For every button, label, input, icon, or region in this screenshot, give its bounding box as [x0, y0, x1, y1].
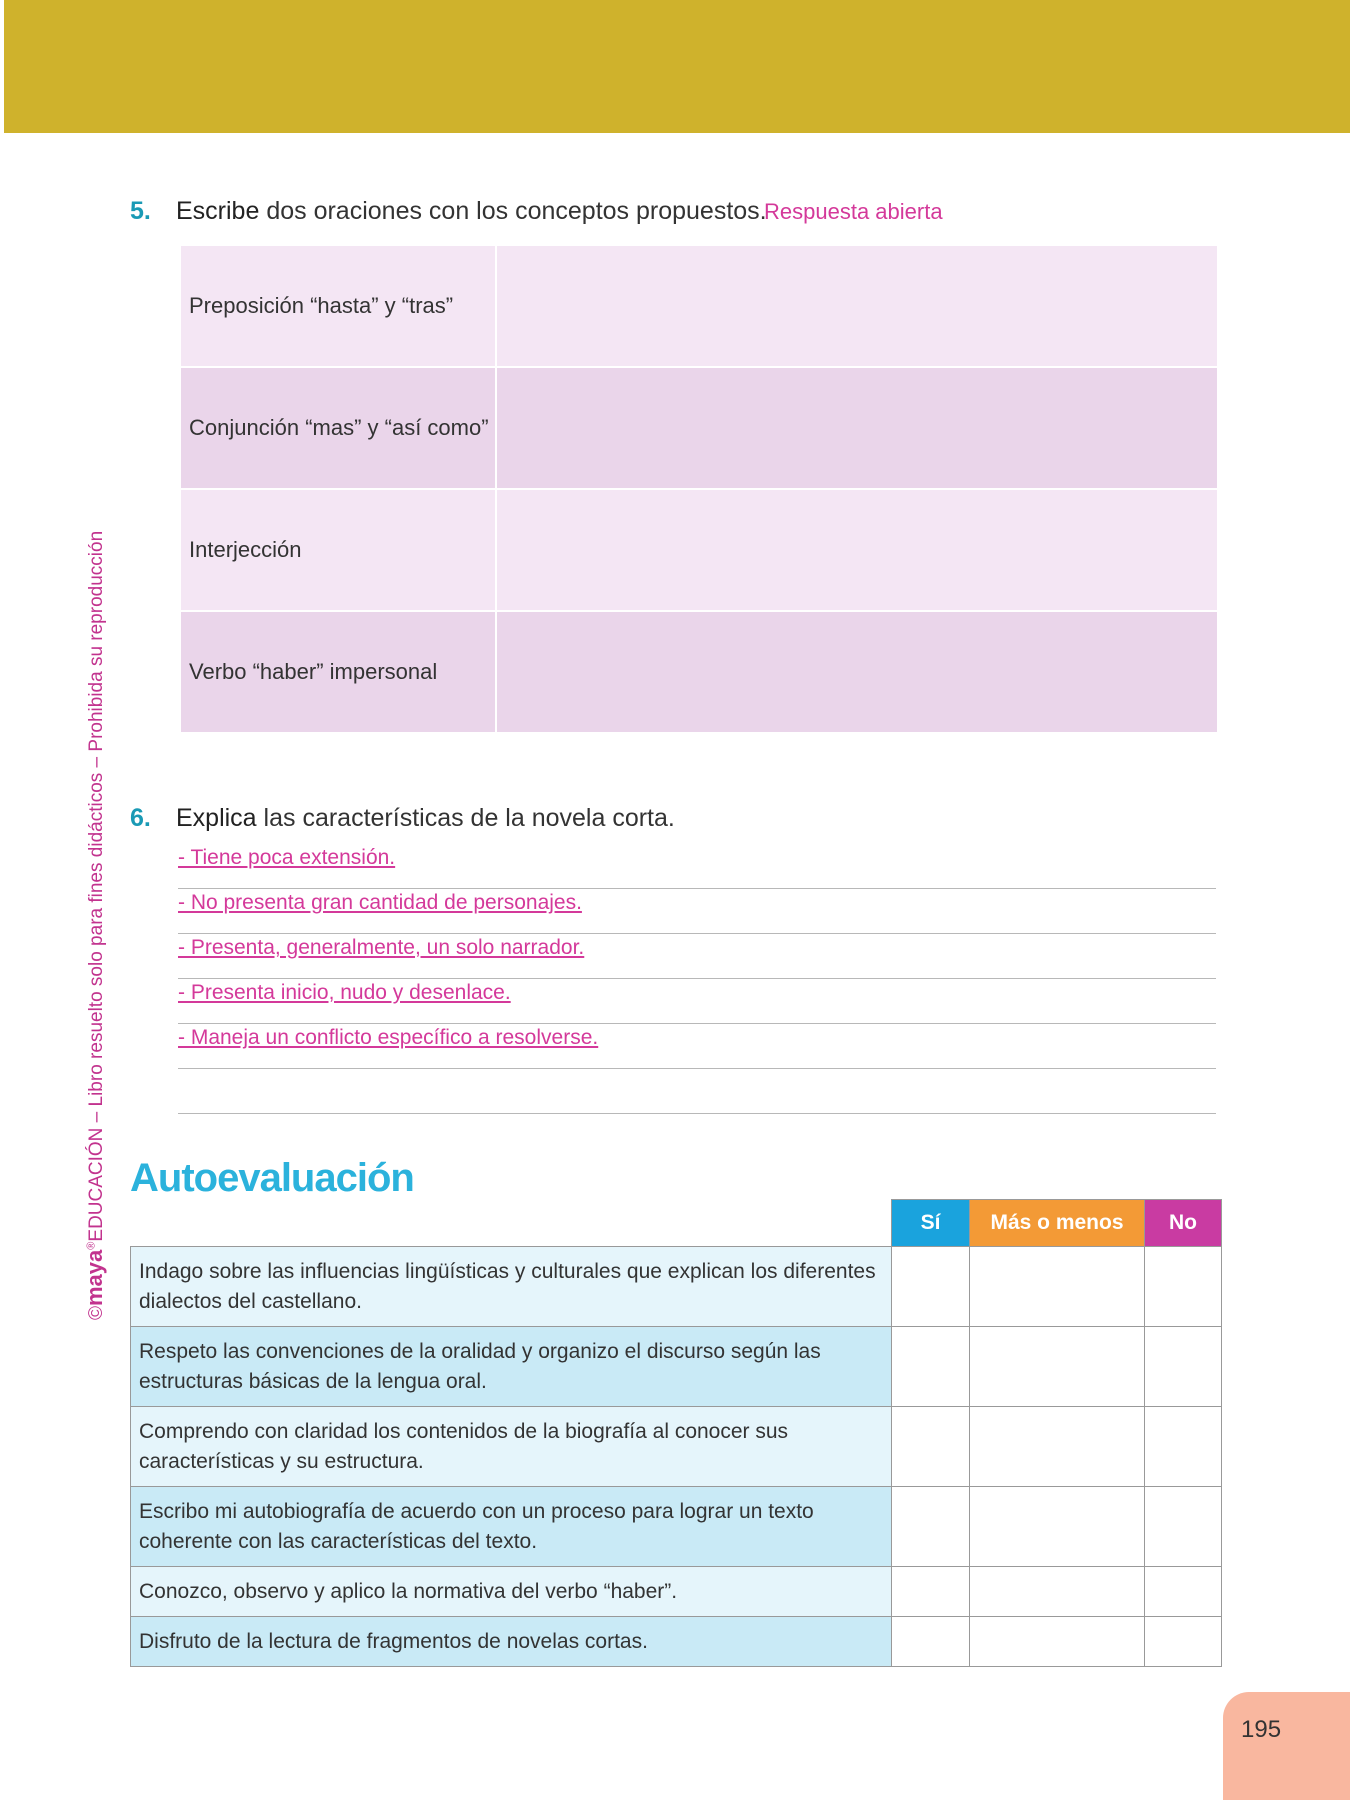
answer-line[interactable]: - Tiene poca extensión.: [178, 846, 1216, 889]
answer-line[interactable]: - Presenta inicio, nudo y desenlace.: [178, 981, 1216, 1024]
self-assessment-title: Autoevaluación: [130, 1156, 414, 1200]
answer-line[interactable]: - Maneja un conflicto específico a resolverse.: [178, 1026, 1216, 1069]
check-si[interactable]: [892, 1617, 970, 1667]
header-band-edge: [0, 0, 4, 133]
check-mas-o-menos[interactable]: [970, 1487, 1145, 1567]
check-si[interactable]: [892, 1407, 970, 1487]
self-assessment-row: [131, 1567, 1222, 1617]
concept-row: [180, 611, 1218, 733]
self-assessment-row: [131, 1617, 1222, 1667]
check-si[interactable]: [892, 1567, 970, 1617]
self-assessment-statement: Indago sobre las influencias lingüísticas y culturales que explican los diferentes dialectos del castellano.: [131, 1247, 892, 1327]
check-si[interactable]: [892, 1327, 970, 1407]
check-mas-o-menos[interactable]: [970, 1247, 1145, 1327]
self-assessment-row: [131, 1407, 1222, 1487]
check-mas-o-menos[interactable]: [970, 1327, 1145, 1407]
question-6-number: 6.: [130, 804, 151, 832]
check-mas-o-menos[interactable]: [970, 1407, 1145, 1487]
question-5-number: 5.: [130, 197, 151, 225]
check-no[interactable]: [1145, 1487, 1222, 1567]
self-assessment-statement: Disfruto de la lectura de fragmentos de novelas cortas.: [131, 1617, 892, 1667]
concept-row: [180, 245, 1218, 367]
question-6-verb: Explica: [176, 804, 257, 832]
sentence-answer-cell[interactable]: [496, 367, 1218, 489]
self-assessment-row: [131, 1327, 1222, 1407]
copyright-side-note: [82, 531, 108, 1320]
answer-lines: [178, 846, 1216, 1116]
question-5-verb: Escribe: [176, 197, 260, 225]
self-assessment-statement: Respeto las convenciones de la oralidad y organizo el discurso según las estructuras básicas de la lengua oral.: [131, 1327, 892, 1407]
header-spacer: [131, 1200, 892, 1247]
copyright-text: EDUCACIÓN – Libro resuelto solo para fines didácticos – Prohibida su reproducción: [86, 530, 107, 1242]
concept-label: Conjunción “mas” y “así como”: [180, 367, 496, 489]
copyright-symbol: ©: [86, 1306, 107, 1320]
answer-line[interactable]: - No presenta gran cantidad de personajes.: [178, 891, 1216, 934]
concept-table: [179, 244, 1219, 734]
self-assessment-statement: Comprendo con claridad los contenidos de la biografía al conocer sus características y su estructura.: [131, 1407, 892, 1487]
check-no[interactable]: [1145, 1327, 1222, 1407]
page-number: 195: [1241, 1716, 1282, 1743]
question-5-instruction: dos oraciones con los conceptos propuestos.: [259, 197, 767, 225]
self-assessment-row: [131, 1247, 1222, 1327]
self-assessment-table: [130, 1199, 1222, 1667]
sentence-answer-cell[interactable]: [496, 611, 1218, 733]
check-mas-o-menos[interactable]: [970, 1567, 1145, 1617]
concept-label: Verbo “haber” impersonal: [180, 611, 496, 733]
header-mas-o-menos: Más o menos: [970, 1200, 1145, 1247]
check-mas-o-menos[interactable]: [970, 1617, 1145, 1667]
registered-mark: ®: [85, 1241, 98, 1250]
check-si[interactable]: [892, 1487, 970, 1567]
self-assessment-row: [131, 1487, 1222, 1567]
check-no[interactable]: [1145, 1617, 1222, 1667]
answer-line[interactable]: [178, 1071, 1216, 1114]
answer-line[interactable]: - Presenta, generalmente, un solo narrador.: [178, 936, 1216, 979]
header-no: No: [1145, 1200, 1222, 1247]
self-assessment-header-row: [131, 1200, 1222, 1247]
open-answer-note: Respuesta abierta: [764, 199, 943, 224]
check-no[interactable]: [1145, 1247, 1222, 1327]
concept-label: Interjección: [180, 489, 496, 611]
sentence-answer-cell[interactable]: [496, 245, 1218, 367]
question-5-title: [130, 197, 767, 226]
check-no[interactable]: [1145, 1567, 1222, 1617]
concept-row: [180, 489, 1218, 611]
concept-row: [180, 367, 1218, 489]
sentence-answer-cell[interactable]: [496, 489, 1218, 611]
check-si[interactable]: [892, 1247, 970, 1327]
self-assessment-statement: Escribo mi autobiografía de acuerdo con un proceso para lograr un texto coherente con las características del texto.: [131, 1487, 892, 1567]
header-si: Sí: [892, 1200, 970, 1247]
brand-logo-text: maya: [82, 1249, 107, 1306]
header-band: [0, 0, 1350, 133]
page-number-tab: [1223, 1692, 1350, 1800]
question-6-title: [130, 804, 675, 833]
concept-label: Preposición “hasta” y “tras”: [180, 245, 496, 367]
question-6-instruction: las características de la novela corta.: [256, 804, 675, 832]
check-no[interactable]: [1145, 1407, 1222, 1487]
self-assessment-statement: Conozco, observo y aplico la normativa del verbo “haber”.: [131, 1567, 892, 1617]
